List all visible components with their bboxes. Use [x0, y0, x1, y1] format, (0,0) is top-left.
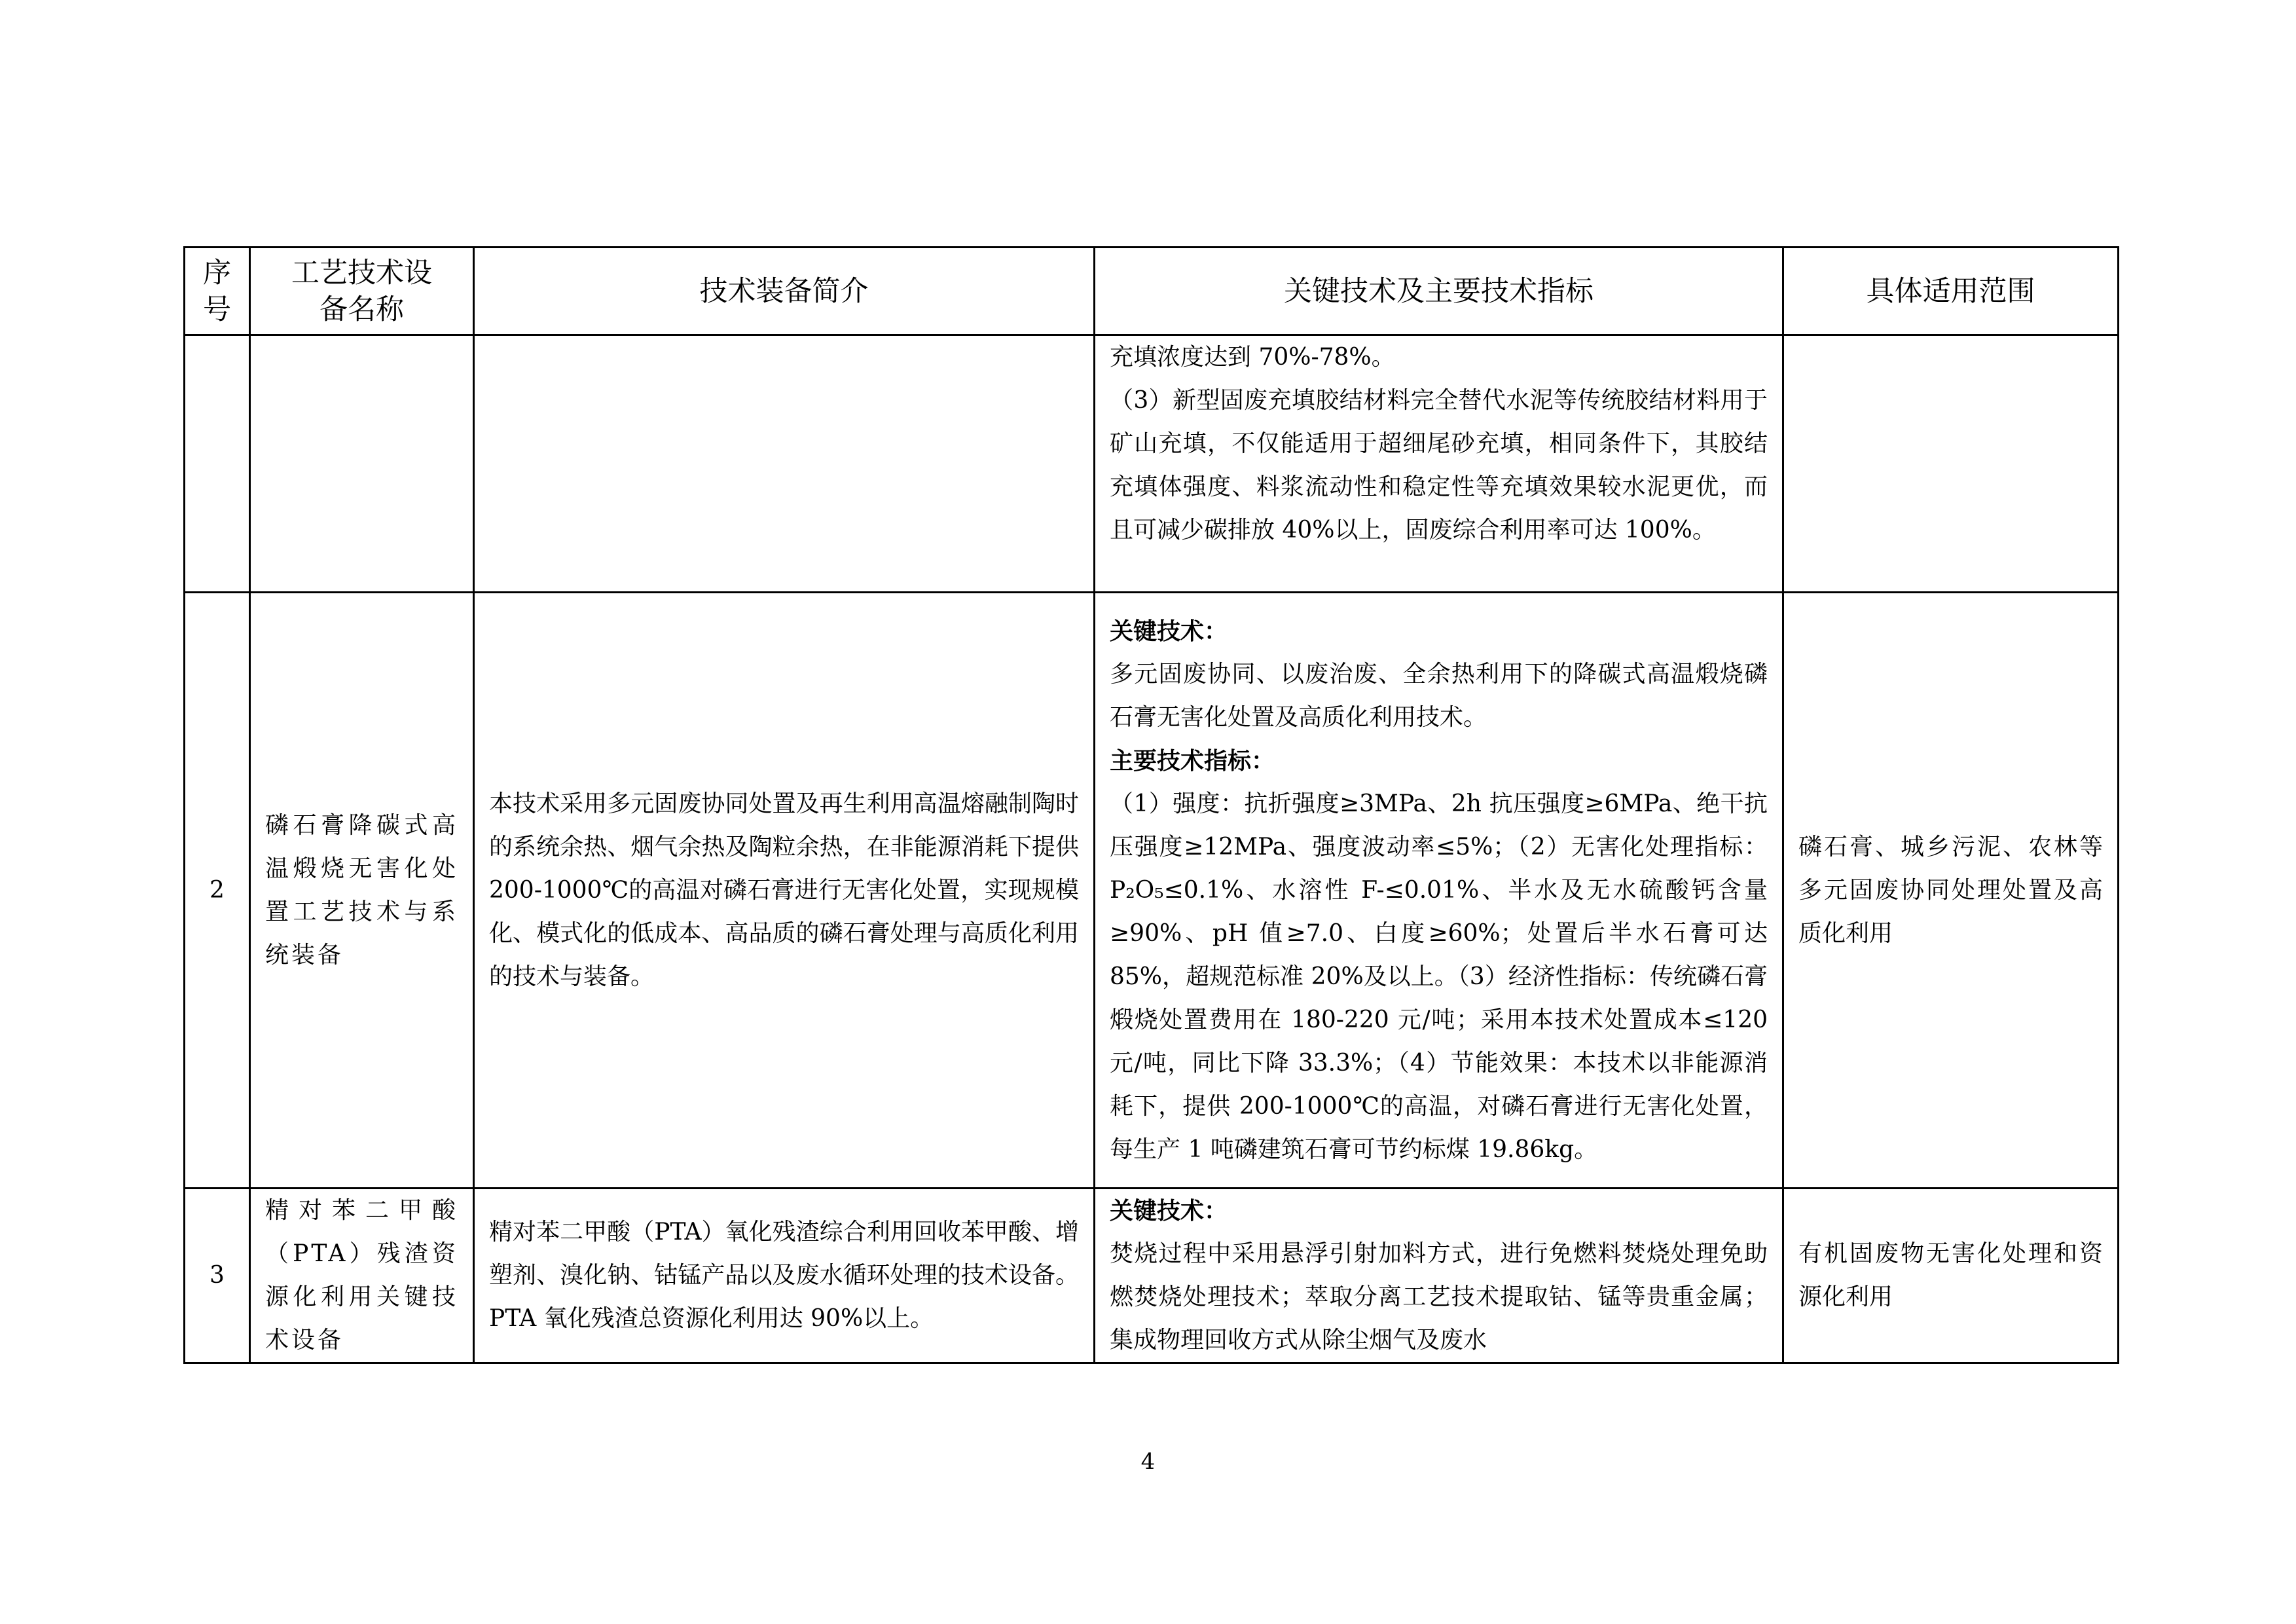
- row-number: [185, 335, 250, 593]
- row-number: 3: [185, 1189, 250, 1363]
- row-scope: 磷石膏、城乡污泥、农林等多元固废协同处理处置及高质化利用: [1783, 593, 2119, 1189]
- indicator-title: 主要技术指标：: [1110, 747, 1275, 775]
- row-intro: 本技术采用多元固废协同处置及再生利用高温熔融制陶时的系统余热、烟气余热及陶粒余热，在非能源消耗下提供 200-1000℃的高温对磷石膏进行无害化处置，实现规模化、模式化的低成本、高品质的磷石膏处理与高质化利用的技术与装备。: [474, 593, 1095, 1189]
- table-header-row: [185, 248, 2119, 335]
- row-name: 精对苯二甲酸（PTA）残渣资源化利用关键技术设备: [250, 1189, 474, 1363]
- row-key-tech: [1095, 593, 1783, 1189]
- header-name: 工艺技术设 备名称: [250, 248, 474, 335]
- row-key-tech: [1095, 1189, 1783, 1363]
- row-name: [250, 335, 474, 593]
- key-tech-text: 多元固废协同、以废治废、全余热利用下的降碳式高温煅烧磷石膏无害化处置及高质化利用技术。: [1110, 660, 1768, 731]
- technology-table: [183, 246, 2119, 1364]
- header-seq: 序 号: [185, 248, 250, 335]
- page-number: 4: [1140, 1449, 1156, 1475]
- row-number: 2: [185, 593, 250, 1189]
- key-line: （3）新型固废充填胶结材料完全替代水泥等传统胶结材料用于矿山充填，不仅能适用于超细尾砂充填，相同条件下，其胶结充填体强度、料浆流动性和稳定性等充填效果较水泥更优，而且可减少碳排放 40%以上，固废综合利用率可达 100%。: [1110, 387, 1768, 544]
- header-intro: 技术装备简介: [474, 248, 1095, 335]
- row-scope: 有机固废物无害化处理和资源化利用: [1783, 1189, 2119, 1363]
- key-tech-title: 关键技术：: [1110, 1197, 1228, 1225]
- table-row: [185, 593, 2119, 1189]
- key-tech-title: 关键技术：: [1110, 617, 1228, 645]
- indicator-text: （1）强度：抗折强度≥3MPa、2h 抗压强度≥6MPa、绝干抗压强度≥12MPa、强度波动率≤5%；（2）无害化处理指标：P₂O₅≤0.1%、水溶性 F-≤0.01%、半水及无水硫酸钙含量≥90%、pH 值≥7.0、白度≥60%；处置后半水石膏可达 85%，超规范标准 20%及以上。（3）经济性指标：传统磷石膏煅烧处置费用在 180-220 元/吨；采用本技术处置成本≤120 元/吨，同比下降 33.3%；（4）节能效果：本技术以非能源消耗下，提供 200-1000℃的高温，对磷石膏进行无害化处置，每生产 1 吨磷建筑石膏可节约标煤 19.86kg。: [1110, 790, 1768, 1163]
- row-scope: [1783, 335, 2119, 593]
- row-key-tech: [1095, 335, 1783, 593]
- header-scope: 具体适用范围: [1783, 248, 2119, 335]
- row-name: 磷石膏降碳式高温煅烧无害化处置工艺技术与系统装备: [250, 593, 474, 1189]
- row-intro: 精对苯二甲酸（PTA）氧化残渣综合利用回收苯甲酸、增塑剂、溴化钠、钴锰产品以及废水循环处理的技术设备。PTA 氧化残渣总资源化利用达 90%以上。: [474, 1189, 1095, 1363]
- key-tech-text: 焚烧过程中采用悬浮引射加料方式，进行免燃料焚烧处理免助燃焚烧处理技术；萃取分离工艺技术提取钴、锰等贵重金属；集成物理回收方式从除尘烟气及废水: [1110, 1240, 1768, 1354]
- key-line: 充填浓度达到 70%-78%。: [1110, 344, 1395, 371]
- table-row: [185, 1189, 2119, 1363]
- table-row: [185, 335, 2119, 593]
- header-key-tech: 关键技术及主要技术指标: [1095, 248, 1783, 335]
- row-intro: [474, 335, 1095, 593]
